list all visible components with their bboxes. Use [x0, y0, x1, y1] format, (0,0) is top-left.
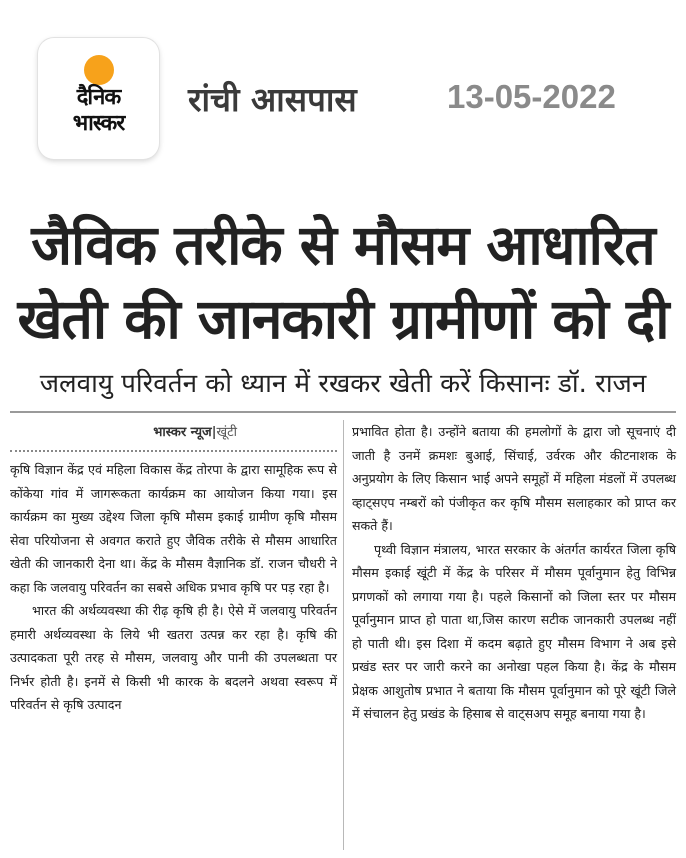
sun-icon — [84, 55, 114, 85]
article-paragraph: भारत की अर्थव्यवस्था की रीढ़ कृषि ही है। ऐसे में जलवायु परिवर्तन हमारी अर्थव्यवस्था के लिये भी खतरा उत्पन्न कर रहा है। कृषि की उत्पादकता पूरी तरह से मौसम, जलवायु और पानी की उपलब्धता पर निर्भर होती है। इनमें से किसी भी कारक के बदलने अथवा स्वरूप में परिवर्तन से कृषि उत्पादन — [10, 603, 337, 712]
edition-name: रांची आसपास — [188, 80, 357, 119]
byline-source: भास्कर न्यूज — [153, 425, 212, 440]
article-paragraph: कृषि विज्ञान केंद्र एवं महिला विकास केंद्र तोरपा के द्वारा सामूहिक रूप से कोंकेया गांव में जागरूकता कार्यक्रम का आयोजन किया गया। इस कार्यक्रम का मुख्य उद्देश्य जिला कृषि मौसम इकाई ग्रामीण कृषि मौसम सेवा परियोजना से अवगत कराते हुए जैविक तरीके से मौसम आधारित खेती की जानकारी देना था। केंद्र के मौसम वैज्ञानिक डॉ. राजन चौधरी ने कहा कि जलवायु परिवर्तन का सबसे अधिक प्रभाव कृषि पर पड़ रहा है। — [10, 462, 337, 595]
edition-date: 13-05-2022 — [447, 78, 616, 115]
article-paragraph: प्रभावित होता है। उन्होंने बताया की हमलोगों के द्वारा जो सूचनाएं दी जाती है उनमें क्रमशः बुआई, सिंचाई, उर्वरक और कीटनाशक के अनुप्रयोग के लिए किसान भाई अपने समूहों में महिला मंडलों में उपलब्ध व्हाट्सएप नम्बरों को पंजीकृत कर कृषि मौसम सलाहकार को प्राप्त कर सकते हैं। — [352, 424, 676, 533]
headline-line-2: खेती की जानकारी ग्रामीणों को दी — [17, 287, 669, 351]
article-column-left — [10, 420, 337, 717]
headline-line-1: जैविक तरीके से मौसम आधारित — [31, 213, 655, 277]
logo-line-1: दैनिक — [76, 85, 121, 110]
article-column-right — [352, 420, 676, 726]
dainik-bhaskar-logo — [38, 38, 159, 159]
headline-divider — [10, 411, 676, 413]
column-divider — [343, 420, 344, 850]
logo-line-2: भास्कर — [72, 111, 125, 136]
article-paragraph: पृथ्वी विज्ञान मंत्रालय, भारत सरकार के अंतर्गत कार्यरत जिला कृषि मौसम इकाई खूंटी में केंद्र के परिसर में मौसम पूर्वानुमान हेतु विभिन्न प्रगणकों को लगाया गया है। पहले किसानों को जिला स्तर पर मौसम पूर्वानुमान प्राप्त हो पाता था,जिस कारण सटीक जानकारी उपलब्ध नहीं हो पाती थी। इस दिशा में कदम बढ़ाते हुए मौसम विभाग ने अब इसे प्रखंड स्तर पर जारी करने का अनोखा पहल किया है। केंद्र के मौसम प्रेक्षक आशुतोष प्रभात ने बताया कि मौसम पूर्वानुमान को पूरे खूंटी जिले में संचालन हेतु प्रखंड के हिसाब से वाट्सअप समूह बनाया गया है। — [352, 541, 676, 721]
subheadline: जलवायु परिवर्तन को ध्यान में रखकर खेती करें किसानः डॉ. राजन — [39, 369, 647, 399]
byline: भास्कर न्यूज|खूंटी — [153, 425, 237, 440]
masthead — [0, 0, 686, 190]
byline-location: खूंटी — [216, 425, 237, 440]
byline-divider — [10, 450, 337, 452]
